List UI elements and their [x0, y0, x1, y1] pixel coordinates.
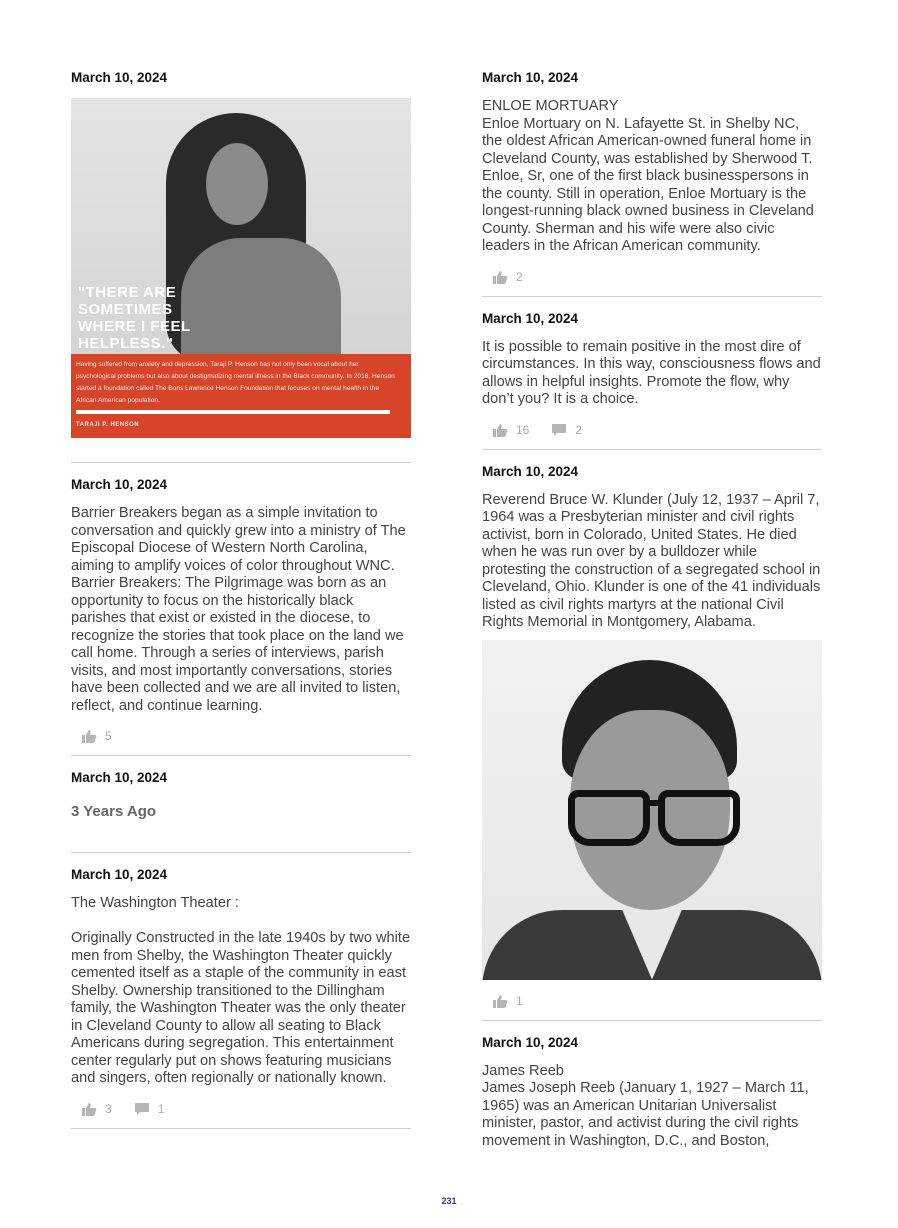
- post-date: March 10, 2024: [71, 477, 168, 492]
- photo-glasses-left: [568, 790, 650, 846]
- post-text: Barrier Breakers began as a simple invitation to conversation and quickly grew into a ministry of The Episcopal Diocese of Western North Carolina, aiming to amplify voices of color throughout WNC. Barrier Breakers: The Pilgrimage was born as an opportunity to focus on the historically black parishes that exist or existed in the diocese, to recognize the stories that took place on the land we call home. Through a series of interviews, parish visits, and most importantly conversations, stories have been collected and we are all invited to listen, reflect, and continue learning.: [71, 505, 406, 714]
- post-reactions: [71, 1098, 411, 1120]
- post-text: The Washington Theater : Originally Constructed in the late 1940s by two white men from Shelby, the Washington Theater quickly cemented itself as a staple of the community in east Shelby. Ownership transitioned to the Dillingham family, the Washington Theater was the only theater in Cleveland County to allow all seating to Black Americans during segregation. This entertainment center regularly put on shows featuring musicians and singers, often regionally or nationally known.: [71, 895, 411, 1086]
- post-date: March 10, 2024: [71, 867, 168, 882]
- post-text: James Reeb James Joseph Reeb (January 1, 1927 – March 11, 1965) was an American Unitarian Universalist minister, pastor, and activist during the civil rights movement in Washington, D.C., and Boston,: [482, 1062, 809, 1149]
- like-count: 16: [516, 422, 530, 437]
- like-count: 2: [516, 269, 523, 284]
- post-reactions: [482, 419, 822, 441]
- photo-signature: TARAJI P. HENSON: [76, 422, 140, 428]
- post-date: March 10, 2024: [482, 1034, 579, 1050]
- thumbs-up-icon[interactable]: [492, 994, 508, 1008]
- post-date: March 10, 2024: [482, 310, 579, 326]
- post-reactions: [482, 266, 822, 288]
- thumbs-up-icon[interactable]: [492, 423, 508, 437]
- comment-icon[interactable]: [551, 423, 567, 437]
- right-column: [482, 70, 822, 1172]
- post-enloe-mortuary: [482, 70, 822, 297]
- post-text: It is possible to remain positive in the most dire of circumstances. In this way, consciousness flows and allows in helpful insights. Promote the flow, why don’t you? It is a choice.: [482, 338, 821, 407]
- post-james-reeb: [482, 1035, 822, 1159]
- comment-count: 1: [157, 1101, 165, 1116]
- post-date: March 10, 2024: [482, 463, 579, 479]
- post-reactions: [482, 990, 822, 1012]
- post-3-years-ago: [71, 770, 411, 853]
- comment-count: 2: [575, 422, 583, 437]
- thumbs-up-icon[interactable]: [81, 729, 97, 743]
- photo-figure-face: [206, 143, 268, 225]
- taraji-henson-photo[interactable]: [71, 98, 411, 438]
- page-number: 231: [441, 1196, 457, 1206]
- like-count: 1: [516, 993, 523, 1008]
- post-barrier-breakers: [71, 477, 411, 756]
- left-column: [71, 70, 411, 1143]
- photo-glasses-bridge: [644, 800, 660, 806]
- post-washington-theater: [71, 867, 411, 1129]
- thumbs-up-icon[interactable]: [81, 1102, 97, 1116]
- photo-caption-rule: [76, 410, 390, 414]
- klunder-photo[interactable]: [482, 640, 822, 980]
- photo-glasses-right: [658, 790, 740, 846]
- photo-caption-band: [71, 354, 411, 438]
- post-reactions: [71, 725, 411, 747]
- post-date: March 10, 2024: [71, 70, 168, 85]
- post-date: March 10, 2024: [482, 70, 579, 85]
- photo-quote: "THERE ARE SOMETIMES WHERE I FEEL HELPLESS.": [78, 284, 191, 352]
- comment-icon[interactable]: [134, 1102, 150, 1116]
- like-count: 5: [105, 729, 112, 743]
- post-text: Reverend Bruce W. Klunder (July 12, 1937 – April 7, 1964 was a Presbyterian minister and civil rights activist, born in Colorado, United States. He died when he was run over by a bulldozer while protesting the construction of a segregated school in Cleveland, Ohio. Klunder is one of the 41 individuals listed as civil rights martyrs at the national Civil Rights Memorial in Montgomery, Alabama.: [482, 491, 821, 630]
- post-taraji: [71, 70, 411, 463]
- post-klunder: [482, 464, 822, 1021]
- post-heading: 3 Years Ago: [71, 803, 157, 820]
- photo-caption: Having suffered from anxiety and depression, Taraji P. Henson has not only been vocal about her psychological problems but also about destigmatizing mental illness in the Black community. In 2018, Henson started a foundation called The Boris Lawrence Henson Foundation that focuses on mental health in the African American population.: [76, 361, 395, 404]
- post-text: ENLOE MORTUARY Enloe Mortuary on N. Lafayette St. in Shelby NC, the oldest African American-owned funeral home in Cleveland County, was established by Sherwood T. Enloe, Sr, one of the first black businesspersons in the county. Still in operation, Enloe Mortuary is the longest-running black owned business in Cleveland County. Sherman and his wife were also civic leaders in the African American community.: [482, 98, 814, 254]
- like-count: 3: [105, 1101, 112, 1116]
- post-positive: [482, 311, 822, 450]
- post-date: March 10, 2024: [71, 770, 168, 785]
- thumbs-up-icon[interactable]: [492, 270, 508, 284]
